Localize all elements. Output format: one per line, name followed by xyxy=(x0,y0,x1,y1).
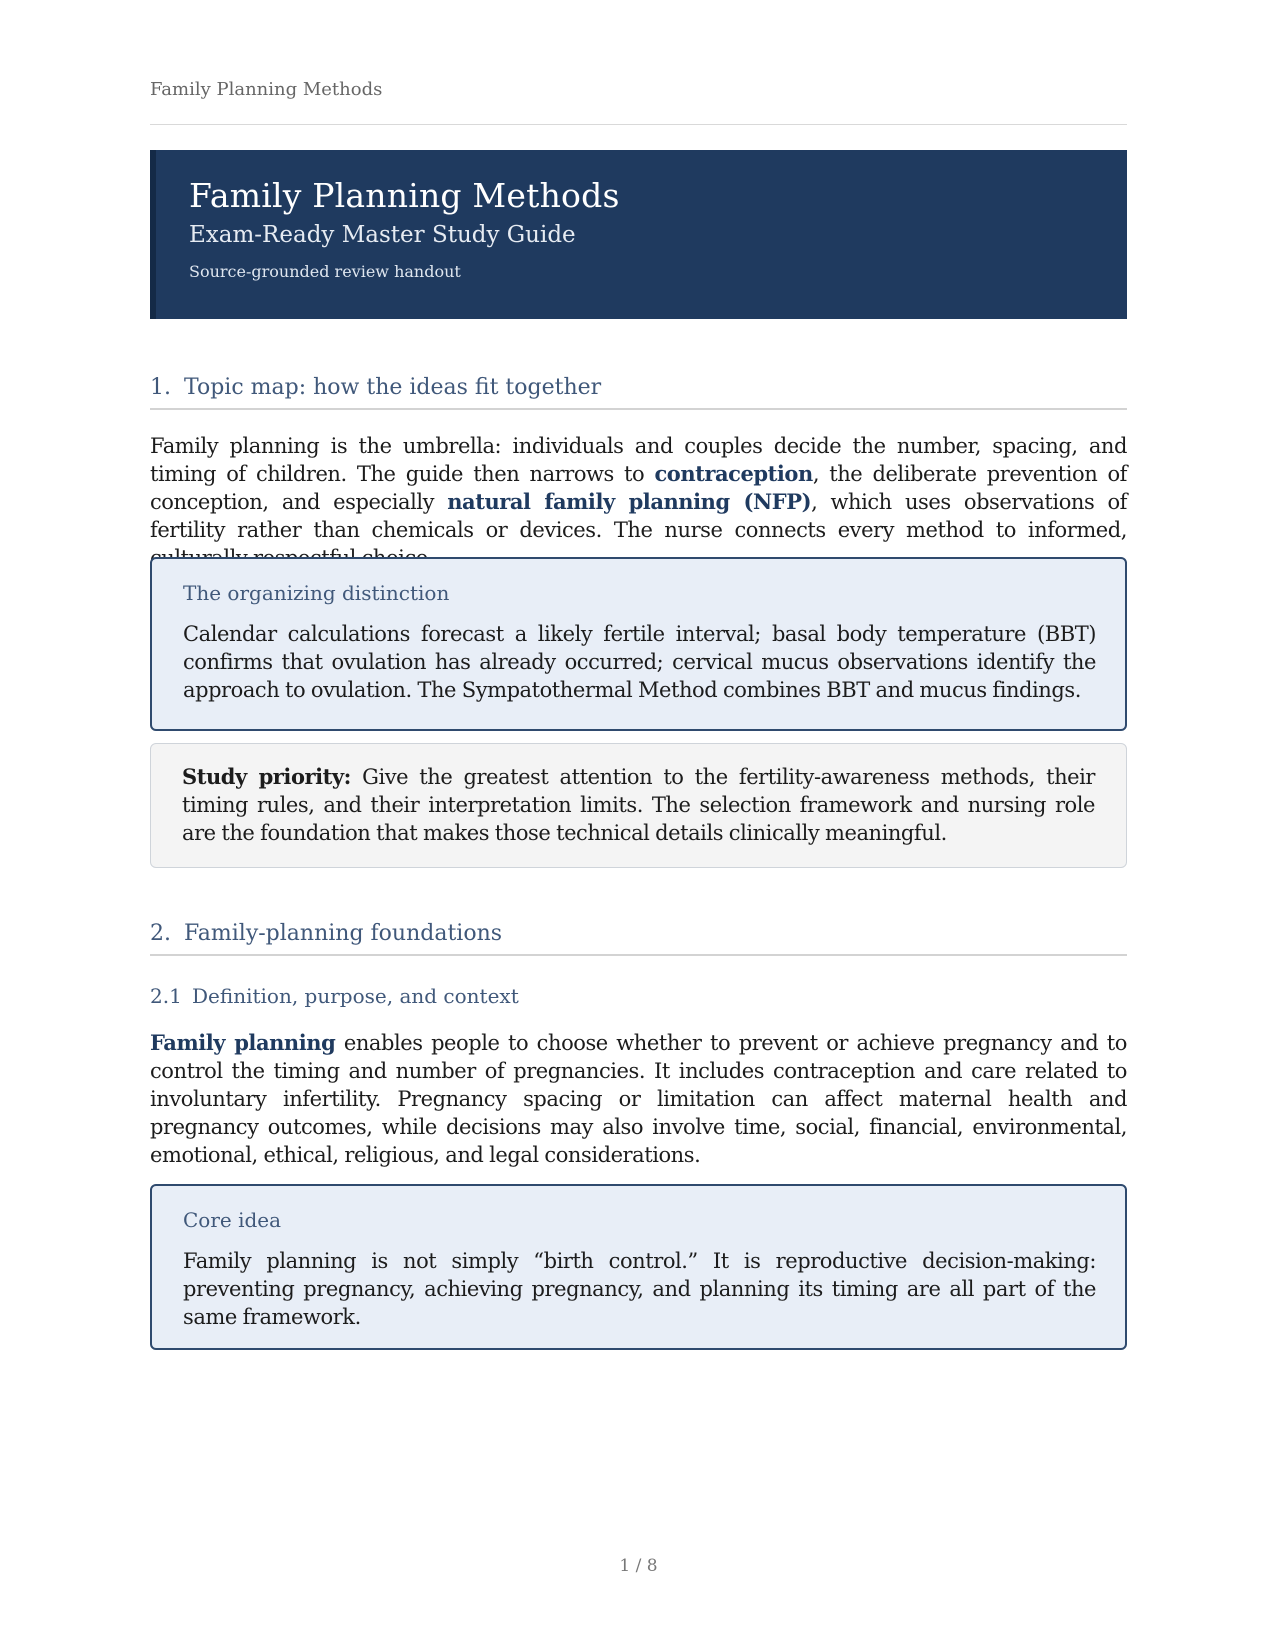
title-banner xyxy=(150,150,1127,319)
keyword-family-planning: Family planning xyxy=(150,1030,336,1055)
text-run: , which uses observations of fertility rather than chemicals or devices. The nurse connects every method to informed, xyxy=(150,490,1128,542)
box-text: Calendar calculations forecast a likely fertile interval; basal body temperature (BBT) confirms that ovulation has already occurred; cervical mucus observations identify the approach to ovulation. The Sympatothermal Method combines BBT and mucus findings. xyxy=(183,622,1096,702)
subsection-number: 2.1 xyxy=(150,984,182,1008)
topic-map-paragraph xyxy=(150,432,1127,572)
section-heading-foundations xyxy=(150,921,1127,946)
document-tagline: Source-grounded review handout xyxy=(189,262,461,281)
text-run: enables people to choose whether to prevent or achieve pregnancy and to control the timing and number of pregnancies. It includes contraception and care related to involuntary infertility. Pregnancy spacing or limitation can affect maternal health and pregnancy outcomes, while decisions may also involve time, social, financial, environmental, emotional, ethical, religious, and legal considerations. xyxy=(150,1031,1127,1167)
header-divider xyxy=(150,124,1127,125)
section-number: 2. xyxy=(150,921,171,946)
section-title: Topic map: how the ideas fit together xyxy=(184,375,602,400)
study-priority-box xyxy=(150,743,1127,868)
document-subtitle: Exam-Ready Master Study Guide xyxy=(189,222,576,248)
keyword-contraception: contraception xyxy=(654,461,813,486)
section-heading-topic-map xyxy=(150,375,1127,400)
box-title: The organizing distinction xyxy=(183,581,450,605)
document-page xyxy=(150,0,1127,1650)
page-number: 1 / 8 xyxy=(619,1556,658,1576)
box-text: Family planning is not simply “birth control.” It is reproductive decision-making: preventing pregnancy, achieving pregnancy, and planning its timing are all part of the same framework. xyxy=(183,1249,1096,1329)
core-idea-box xyxy=(150,1184,1127,1350)
text-run: , the deliberate prevention of conception, and especially xyxy=(150,462,1127,514)
text-run: Family planning is the umbrella: individuals and couples decide the number, spacing, and timing of children. The guide then narrows to xyxy=(150,434,1127,486)
section-number: 1. xyxy=(150,375,171,400)
section-title: Family-planning foundations xyxy=(184,921,503,946)
box-title: Core idea xyxy=(183,1208,282,1232)
document-title: Family Planning Methods xyxy=(189,176,620,215)
organizing-distinction-box xyxy=(150,557,1127,731)
subsection-heading-definition xyxy=(150,984,519,1008)
section-divider xyxy=(150,954,1127,956)
keyword-nfp: natural family planning (NFP) xyxy=(447,489,812,514)
study-priority-label: Study priority: xyxy=(182,764,351,789)
study-priority-text: Give the greatest attention to the fertility-awareness methods, their timing rules, and their interpretation limits. The selection framework and nursing role are the foundation that makes those technical details clinically meaningful. xyxy=(182,765,1095,845)
running-head: Family Planning Methods xyxy=(150,79,383,100)
definition-paragraph xyxy=(150,1029,1127,1169)
subsection-title: Definition, purpose, and context xyxy=(192,984,519,1008)
section-divider xyxy=(150,408,1127,410)
box-text xyxy=(182,763,1095,847)
